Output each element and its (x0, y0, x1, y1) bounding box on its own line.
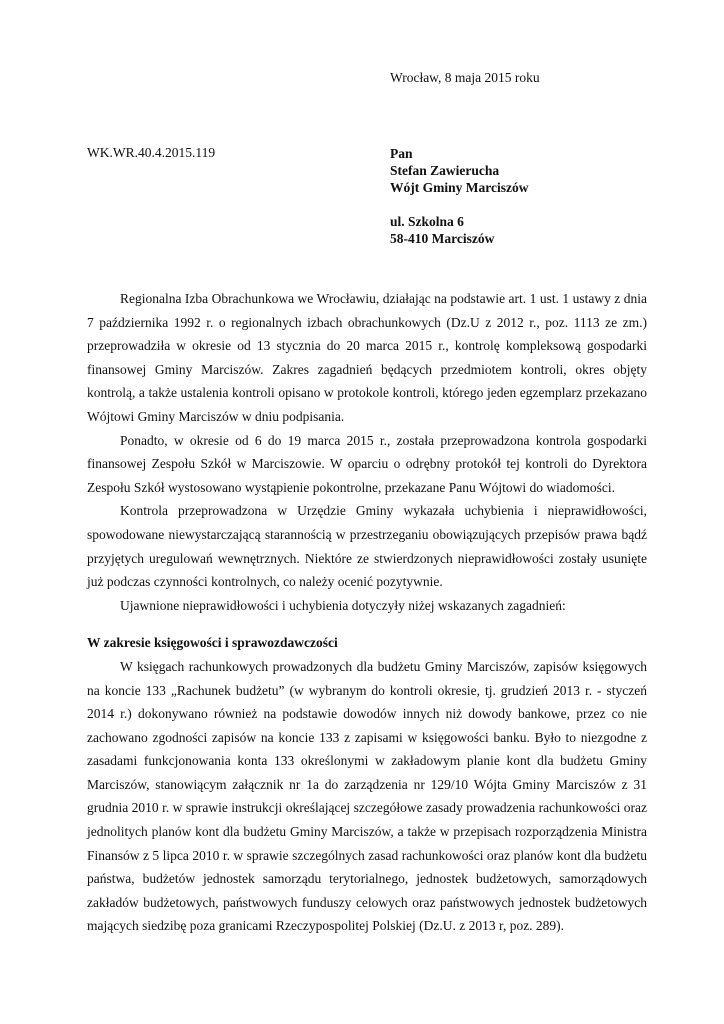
place-date: Wrocław, 8 maja 2015 roku (390, 70, 540, 85)
paragraph-2: Ponadto, w okresie od 6 do 19 marca 2015 r., została przeprowadzona kontrola gospodarki finansowej Zespołu Szkół w Marciszowie. W oparciu o odrębny protokół tej kontroli do Dyrektora Zespołu Szkół wystosowano wystąpienie pokontrolne, przekazane Panu Wójtowi do wiadomości. (87, 432, 647, 495)
addressee-block (390, 145, 528, 247)
addressee-name: Stefan Zawierucha (390, 163, 500, 178)
section-heading: W zakresie księgowości i sprawozdawczości (87, 635, 338, 651)
letter-body (87, 287, 647, 938)
addressee-street: ul. Szkolna 6 (390, 214, 464, 229)
paragraph-1: Regionalna Izba Obrachunkowa we Wrocławiu, działając na podstawie art. 1 ust. 1 ustawy z dnia 7 października 1992 r. o regionalnych izbach obrachunkowych (Dz.U z 2012 r., poz. 1113 ze zm.) przeprowadziła w okresie od 13 stycznia do 20 marca 2015 r., kontrolę kompleksową gospodarki finansowej Gminy Marciszów. Zakres zagadnień będących przedmiotem kontroli, okres objęty kontrolą, a także ustalenia kontroli opisano w protokole kontroli, którego jeden egzemplarz przekazano Wójtowi Gminy Marciszów w dniu podpisania. (87, 291, 647, 424)
paragraph-5: W księgach rachunkowych prowadzonych dla budżetu Gminy Marciszów, zapisów księgowych na koncie 133 „Rachunek budżetu” (w wybranym do kontroli okresie, tj. grudzień 2013 r. - styczeń 2014 r.) dokonywano również na podstawie dowodów innych niż dowody bankowe, przez co nie zachowano zgodności zapisów na koncie 133 z zapisami w księgowości banku. Było to niezgodne z zasadami funkcjonowania konta 133 określonymi w zakładowym planie kont dla budżetu Gminy Marciszów, stanowiącym załącznik nr 1a do zarządzenia nr 129/10 Wójta Gminy Marciszów z 31 grudnia 2010 r. w sprawie instrukcji określającej szczegółowe zasady prowadzenia rachunkowości oraz jednolitych planów kont dla budżetu Gminy Marciszów, a także w przepisach rozporządzenia Ministra Finansów z 5 lipca 2010 r. w sprawie szczególnych zasad rachunkowości oraz planów kont dla budżetu państwa, budżetów jednostek samorządu terytorialnego, jednostek budżetowych, samorządowych zakładów budżetowych, państwowych funduszy celowych oraz państwowych jednostek budżetowych mających siedzibę poza granicami Rzeczypospolitej Polskiej (Dz.U. z 2013 r, poz. 289). (87, 658, 647, 934)
addressee-city: 58-410 Marciszów (390, 231, 495, 246)
addressee-title: Wójt Gminy Marciszów (390, 180, 529, 195)
reference-number: WK.WR.40.4.2015.119 (87, 145, 216, 160)
paragraph-4: Ujawnione nieprawidłowości i uchybienia dotyczyły niżej wskazanych zagadnień: (120, 597, 566, 613)
addressee-salutation: Pan (390, 146, 413, 161)
paragraph-3: Kontrola przeprowadzona w Urzędzie Gminy wykazała uchybienia i nieprawidłowości, spowodowane niewystarczającą starannością w przestrzeganiu obowiązujących przepisów prawa bądź przyjętych uregulowań wewnętrznych. Niektóre ze stwierdzonych nieprawidłowości zostały usunięte już podczas czynności kontrolnych, co należy ocenić pozytywnie. (87, 503, 647, 590)
